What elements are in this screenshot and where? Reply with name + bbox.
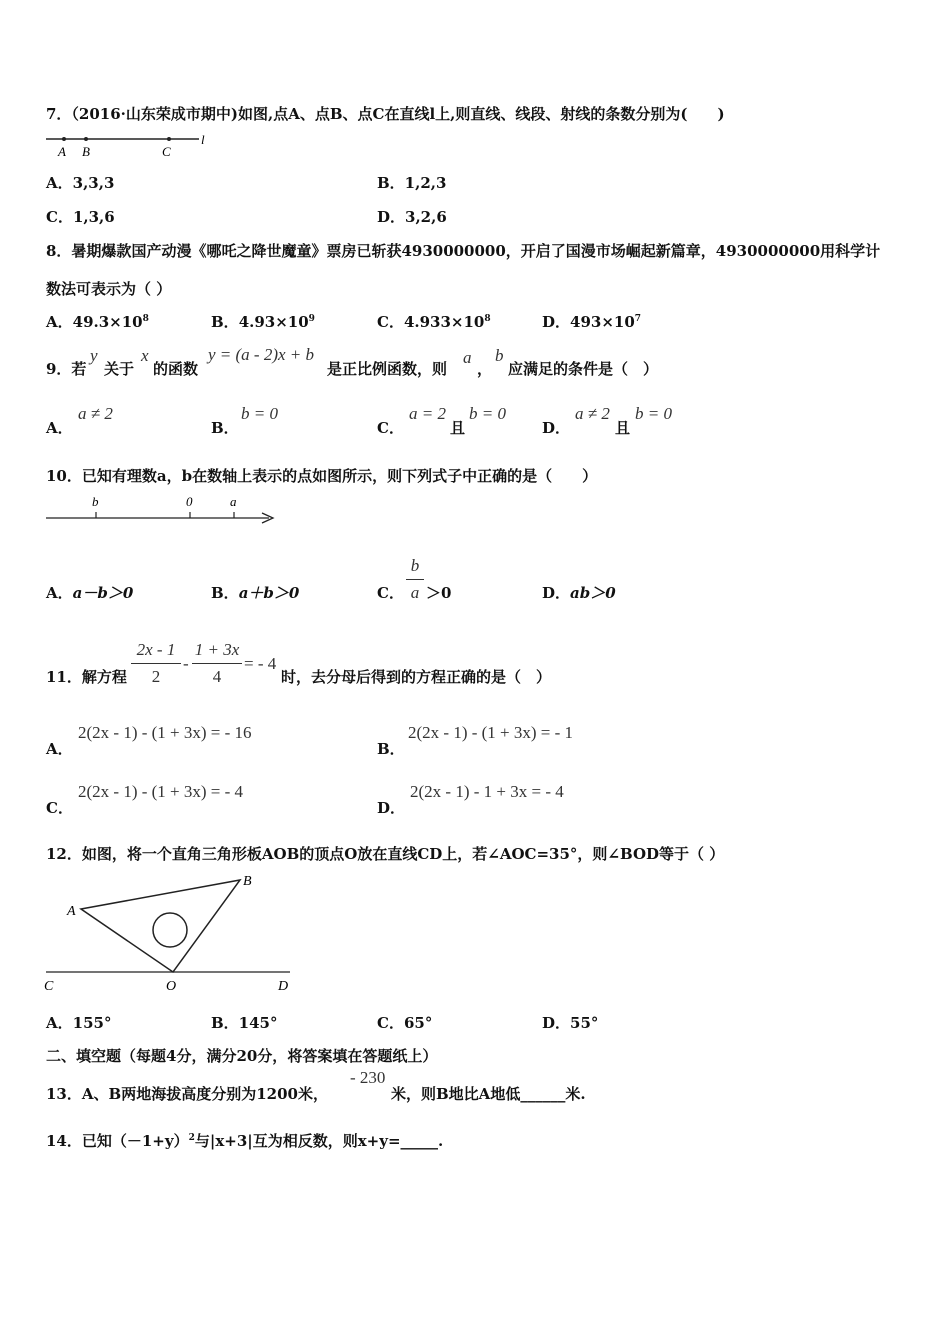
q9-option-a-math: a ≠ 2 xyxy=(78,404,113,423)
q11-option-d[interactable] xyxy=(377,797,405,818)
q9-math-y: y xyxy=(90,346,98,365)
q8-option-a-base: 49.3×10 xyxy=(72,313,143,331)
q9-option-c-join: 且 xyxy=(450,419,466,437)
q12-label-C: C xyxy=(44,979,54,994)
q10-label-a: a xyxy=(230,494,237,509)
q8-option-b-base: 4.93×10 xyxy=(238,313,309,331)
q11-text-2: 时，去分母后得到的方程正确的是（ ） xyxy=(281,668,552,686)
q8-option-c-base: 4.933×10 xyxy=(403,313,485,331)
q10-option-c-numerator: b xyxy=(410,556,420,575)
q9-math-function: y = (a - 2)x + b xyxy=(208,345,315,364)
q7-text: 7．（2016·山东荣成市期中)如图,点A、点B、点C在直线l上,则直线、线段、射线的条数分别为( ) xyxy=(46,105,725,123)
q11-minus: - xyxy=(183,654,189,673)
q7-option-a[interactable]: A．3,3,3 xyxy=(46,174,115,192)
q12-label-A: A xyxy=(67,904,76,919)
q9-option-b-math: b = 0 xyxy=(241,404,278,423)
q12-label-B: B xyxy=(243,874,252,889)
section-2-title: 二、填空题（每题4分，满分20分，将答案填在答题纸上） xyxy=(46,1047,438,1065)
q10-option-c-fraction xyxy=(406,556,424,603)
q12-label-O: O xyxy=(166,979,177,994)
q9-option-d-math-2: b = 0 xyxy=(635,404,672,423)
q11-text-1: 11．解方程 xyxy=(46,668,127,686)
q11-fraction-2 xyxy=(192,640,242,687)
q11-fraction-1-denominator: 2 xyxy=(151,667,161,686)
q12-text: 12．如图，将一个直角三角形板AOB的顶点O放在直线CD上，若∠AOC=35°，则∠BOD等于（ ） xyxy=(46,845,725,863)
q11-option-c[interactable] xyxy=(46,797,73,818)
fraction-bar xyxy=(406,579,424,580)
q7-option-c[interactable]: C．1,3,6 xyxy=(46,208,115,226)
q9-text-6: 应满足的条件是（ ） xyxy=(508,360,659,378)
q9-option-d-join: 且 xyxy=(615,419,631,437)
q11-fraction-1 xyxy=(131,640,181,687)
q9-option-b[interactable] xyxy=(211,417,239,438)
q11-option-d-label: D． xyxy=(377,799,406,817)
q12-option-a[interactable]: A．155° xyxy=(46,1014,112,1032)
q10-number-line xyxy=(44,490,284,530)
q9-option-d-label: D． xyxy=(542,419,571,437)
q10-label-0: 0 xyxy=(186,494,193,509)
q12-option-b[interactable]: B．145° xyxy=(211,1014,278,1032)
q11-option-b-label: B． xyxy=(377,740,405,758)
q11-fraction-2-denominator: 4 xyxy=(212,667,222,686)
fraction-bar xyxy=(131,663,181,664)
q10-option-a-label: A． xyxy=(46,584,73,602)
q10-option-a[interactable] xyxy=(46,582,133,603)
q8-option-d-base: 493×10 xyxy=(570,313,635,331)
q9-option-d-math-1: a ≠ 2 xyxy=(575,404,610,423)
q7-label-C: C xyxy=(162,144,171,159)
q8-option-c[interactable] xyxy=(377,311,491,332)
q10-option-c[interactable] xyxy=(377,582,404,603)
q12-label-D: D xyxy=(278,979,289,994)
q11-rhs: = - 4 xyxy=(244,654,277,673)
q10-option-d-expr: ab＞0 xyxy=(570,584,616,602)
q11-fraction-1-numerator: 2x - 1 xyxy=(136,640,176,659)
q9-option-c-math-2: b = 0 xyxy=(469,404,506,423)
q9-option-c-math-1: a = 2 xyxy=(409,404,446,423)
q10-option-c-rest: ＞0 xyxy=(426,584,452,602)
q12-option-c[interactable]: C．65° xyxy=(377,1014,433,1032)
q11-option-b-expr: 2(2x - 1) - (1 + 3x) = - 1 xyxy=(408,723,574,742)
q9-text-5: ， xyxy=(477,360,493,378)
q11-option-a-expr: 2(2x - 1) - (1 + 3x) = - 16 xyxy=(78,723,252,742)
q10-option-b-expr: a＋b＞0 xyxy=(238,584,300,602)
q11-option-a-label: A． xyxy=(46,740,73,758)
q11-fraction-2-numerator: 1 + 3x xyxy=(194,640,240,659)
q10-option-d[interactable] xyxy=(542,582,616,603)
q9-text-2: 关于 xyxy=(104,360,135,378)
q10-label-b: b xyxy=(92,494,99,509)
q8-option-c-exp: 8 xyxy=(484,314,491,324)
q11-option-d-expr: 2(2x - 1) - 1 + 3x = - 4 xyxy=(410,782,564,801)
q11-option-c-expr: 2(2x - 1) - (1 + 3x) = - 4 xyxy=(78,782,244,801)
q10-option-a-expr: a－b＞0 xyxy=(72,584,134,602)
q8-option-b-exp: 9 xyxy=(308,314,315,324)
q9-option-a-label: A． xyxy=(46,419,73,437)
q7-option-d[interactable]: D．3,2,6 xyxy=(377,208,447,226)
q13-text-2: 米，则B地比A地低______米. xyxy=(391,1085,586,1103)
q7-figure-line xyxy=(44,128,214,160)
q8-text-line1: 8．暑期爆款国产动漫《哪吒之降世魔童》票房已斩获4930000000，开启了国漫市场崛起新篇章，4930000000用科学计 xyxy=(46,242,881,260)
q10-option-b-label: B． xyxy=(211,584,239,602)
q9-text-1: 9．若 xyxy=(46,360,87,378)
q10-text: 10．已知有理数a，b在数轴上表示的点如图所示，则下列式子中正确的是（ ） xyxy=(46,467,598,485)
q9-option-c[interactable] xyxy=(377,417,404,438)
q14-text xyxy=(46,1130,443,1151)
q10-option-c-label: C． xyxy=(377,584,404,602)
q8-option-a-exp: 8 xyxy=(142,314,149,324)
q8-option-d-label: D． xyxy=(542,313,571,331)
q10-option-b[interactable] xyxy=(211,582,299,603)
q7-label-B: B xyxy=(82,144,90,159)
q8-option-a-label: A． xyxy=(46,313,73,331)
q14-text-2: 与|x+3|互为相反数，则x+y=_____. xyxy=(194,1132,444,1150)
q8-text-line2: 数法可表示为（ ） xyxy=(46,280,172,298)
q7-option-b[interactable]: B．1,2,3 xyxy=(377,174,447,192)
q7-label-A: A xyxy=(58,144,66,159)
q10-option-d-label: D． xyxy=(542,584,571,602)
q11-option-b[interactable] xyxy=(377,738,405,759)
q9-text-4: 是正比例函数，则 xyxy=(327,360,448,378)
q9-math-b: b xyxy=(495,346,504,365)
q7-label-l: l xyxy=(201,132,205,147)
q8-option-d[interactable] xyxy=(542,311,641,332)
q9-option-a[interactable] xyxy=(46,417,73,438)
q9-text-3: 的函数 xyxy=(153,360,199,378)
q9-option-d[interactable] xyxy=(542,417,570,438)
q13-math-value: - 230 xyxy=(350,1068,386,1087)
q12-figure-triangle xyxy=(40,866,310,998)
q8-option-a[interactable] xyxy=(46,311,149,332)
q8-option-b-label: B． xyxy=(211,313,239,331)
q8-option-d-exp: 7 xyxy=(634,314,642,324)
q8-option-c-label: C． xyxy=(377,313,404,331)
q9-option-b-label: B． xyxy=(211,419,239,437)
q9-math-x: x xyxy=(141,346,149,365)
fraction-bar xyxy=(192,663,242,664)
q14-superscript: 2 xyxy=(188,1133,195,1143)
q11-option-c-label: C． xyxy=(46,799,73,817)
q8-option-b[interactable] xyxy=(211,311,315,332)
q9-option-c-label: C． xyxy=(377,419,404,437)
q10-option-c-denominator: a xyxy=(410,583,420,602)
q11-option-a[interactable] xyxy=(46,738,73,759)
q14-text-1: 14．已知（－1+y） xyxy=(46,1132,189,1150)
q9-math-a: a xyxy=(463,348,472,367)
q13-text-1: 13．A、B两地海拔高度分别为1200米， xyxy=(46,1085,328,1103)
q12-option-d[interactable]: D．55° xyxy=(542,1014,599,1032)
